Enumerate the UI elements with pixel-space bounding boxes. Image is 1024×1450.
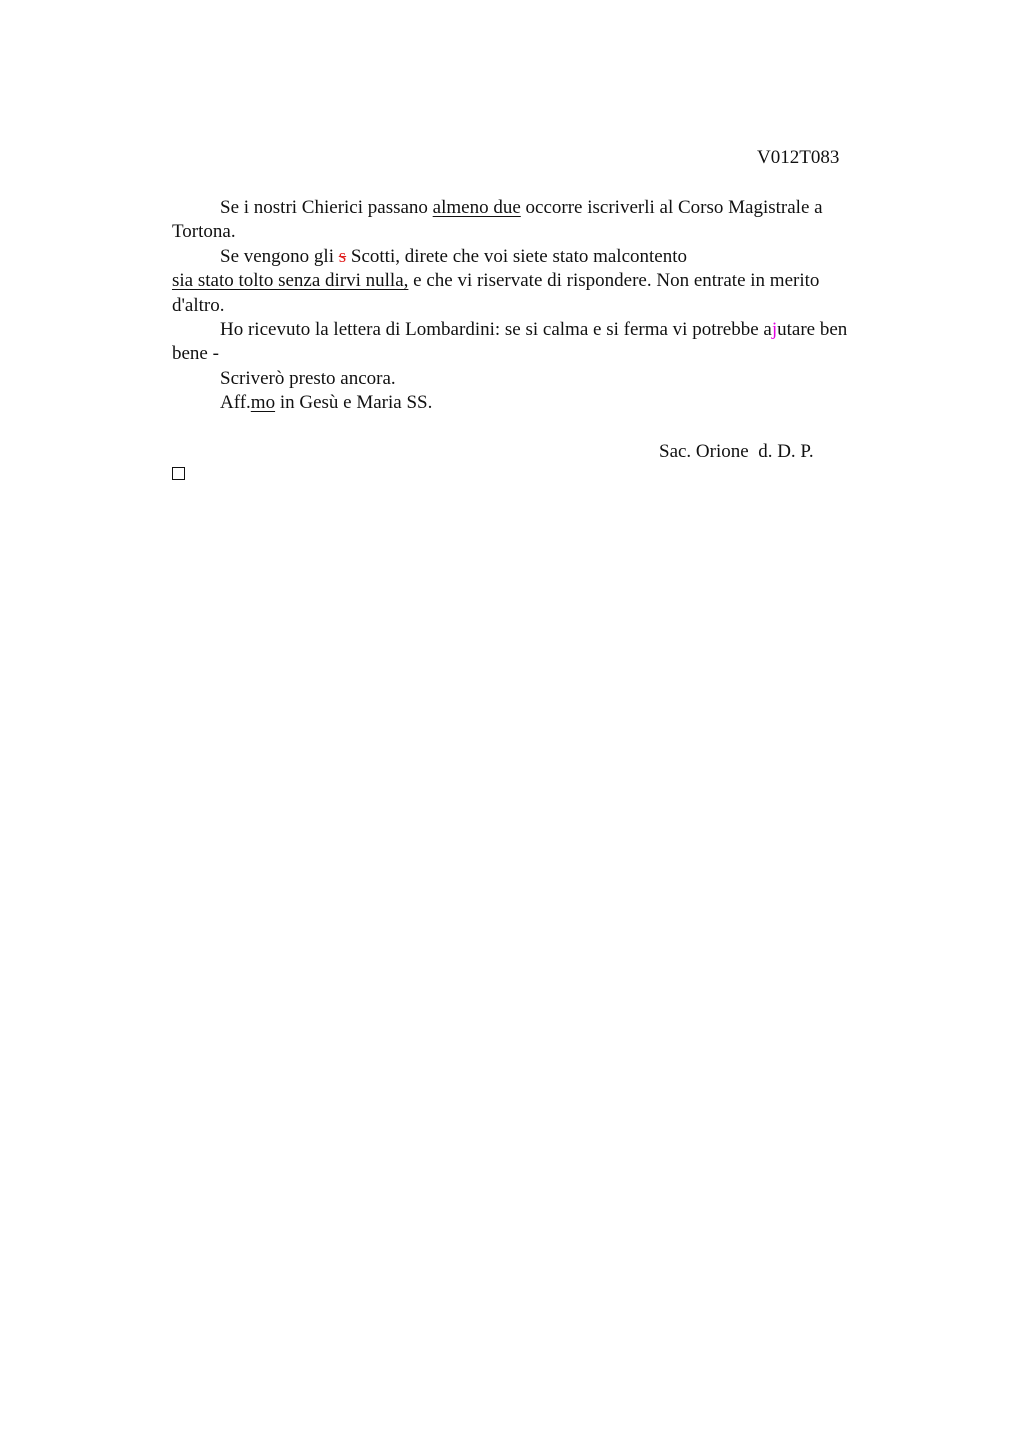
paragraph-4: Scriverò presto ancora. (220, 367, 396, 389)
paragraph-5 (172, 391, 907, 415)
underlined-text: mo (250, 392, 276, 414)
text-run: Se i nostri Chierici passano (220, 197, 433, 218)
paragraph-3-line-2: bene - (172, 343, 219, 365)
paragraph-1-line-1 (172, 196, 907, 220)
empty-box-icon (172, 467, 185, 480)
document-id: V012T083 (757, 147, 840, 168)
paragraph-2-line-2 (172, 269, 907, 293)
paragraph-1-line-2: Tortona. (172, 221, 236, 243)
underlined-text: almeno due (432, 197, 521, 218)
paragraph-2-line-3: d'altro. (172, 294, 225, 316)
signature: Sac. Orione d. D. P. (659, 441, 814, 462)
text-run: Scotti, direte che voi siete stato malcontento (346, 245, 688, 267)
paragraph-2-line-1 (172, 245, 907, 269)
paragraph-3-line-1 (172, 318, 907, 342)
letter-body (172, 196, 907, 416)
text-run: Ho ricevuto la lettera di Lombardini: se si calma e si ferma vi potrebbe a (220, 319, 772, 341)
text-run: utare ben (777, 319, 848, 341)
inserted-text: j (771, 319, 778, 341)
text-run: e che vi riservate di rispondere. Non entrate in merito (408, 270, 820, 292)
text-run: occorre iscriverli al Corso Magistrale a (520, 197, 823, 218)
text-run: Se vengono gli (220, 245, 339, 267)
deleted-text: s (338, 245, 347, 267)
text-run: in Gesù e Maria SS. (275, 392, 433, 414)
underlined-text: sia stato tolto senza dirvi nulla, (172, 270, 409, 292)
text-run: Aff. (220, 392, 251, 414)
